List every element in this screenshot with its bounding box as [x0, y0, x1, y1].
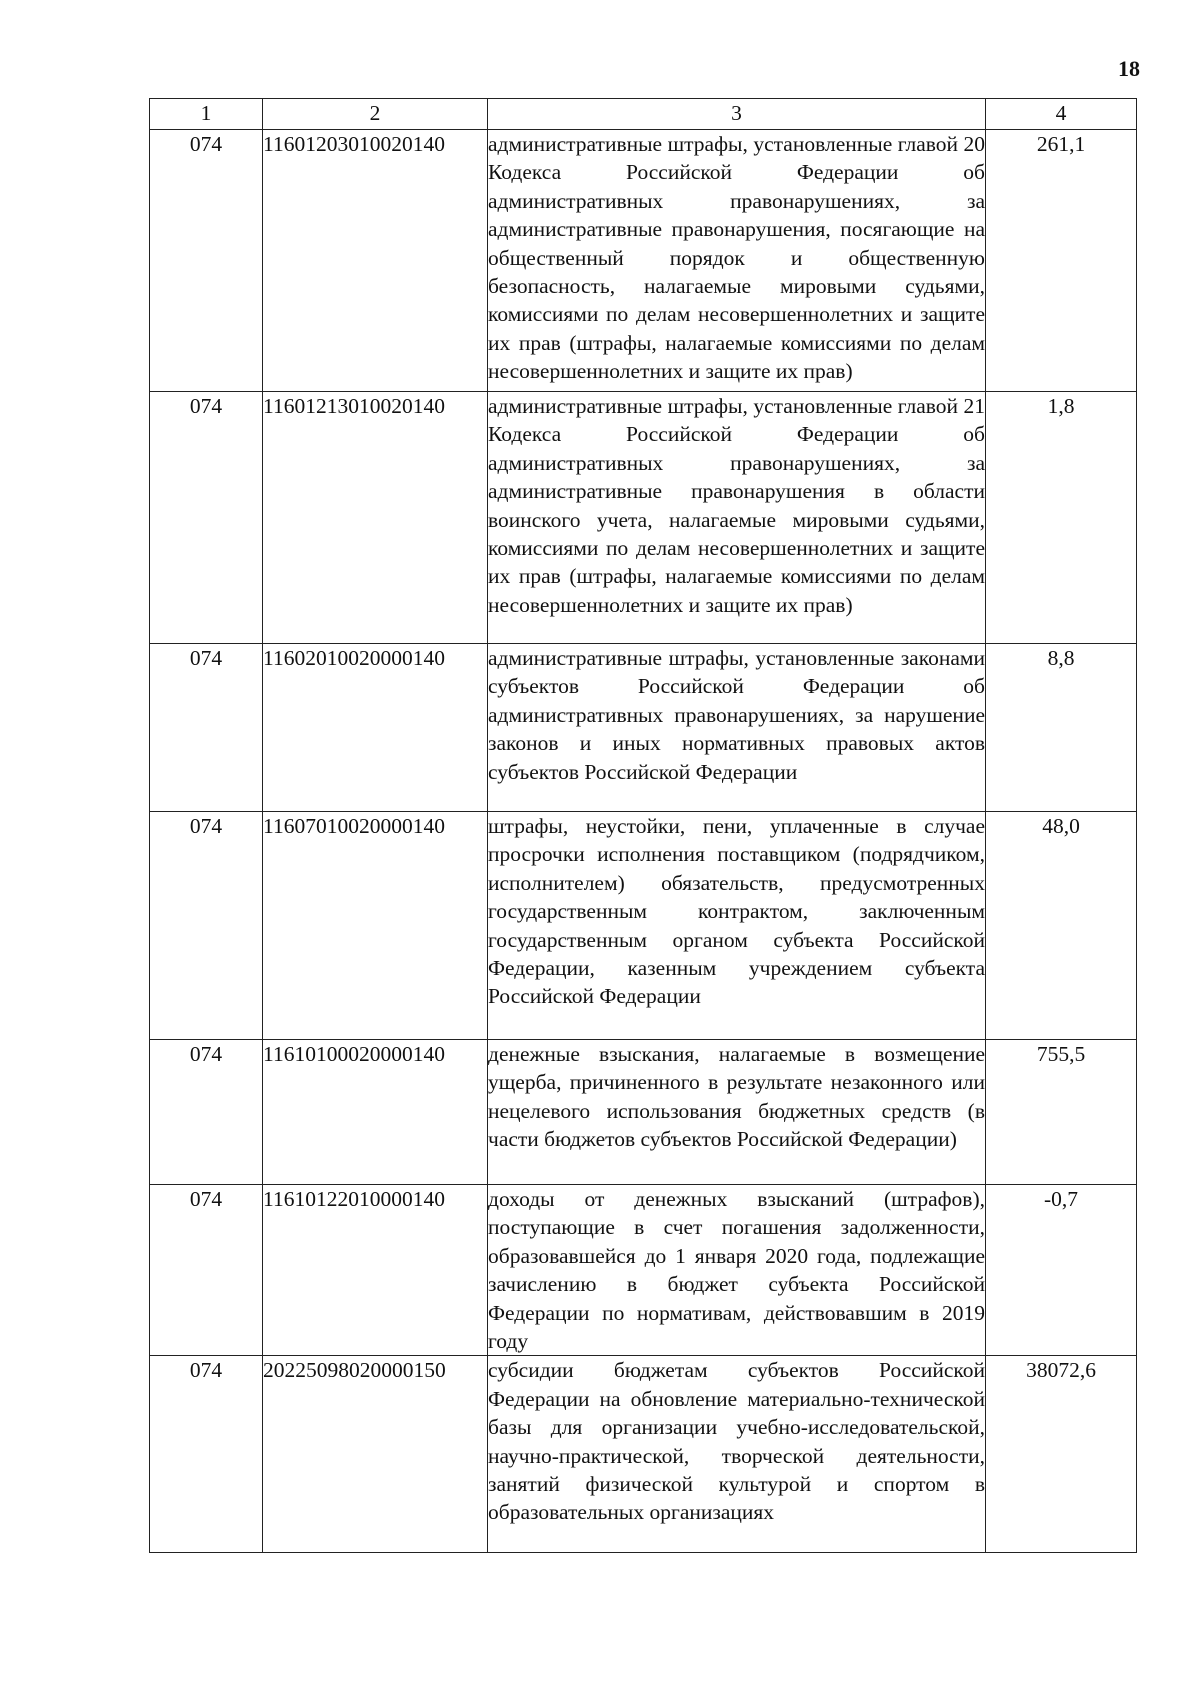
table-row	[150, 812, 1137, 1040]
description-cell: штрафы, неустойки, пени, уплаченные в случае просрочки исполнения поставщиком (подрядчиком, исполнителем) обязательств, предусмотренных государственным контрактом, заключенным государственным органом субъекта Российской Федерации, казенным учреждением субъекта Российской Федерации	[488, 812, 986, 1040]
table-header-row	[150, 99, 1137, 130]
table-row	[150, 1040, 1137, 1185]
description-cell: денежные взыскания, налагаемые в возмещение ущерба, причиненного в результате незаконного или нецелевого использования бюджетных средств (в части бюджетов субъектов Российской Федерации)	[488, 1040, 986, 1185]
admin-code-cell: 074	[150, 644, 263, 812]
column-header-4: 4	[986, 99, 1137, 130]
table-row	[150, 1356, 1137, 1553]
admin-code-cell: 074	[150, 1040, 263, 1185]
budget-code-cell: 11601203010020140	[263, 130, 488, 392]
amount-cell: 8,8	[986, 644, 1137, 812]
description-cell: административные штрафы, установленные законами субъектов Российской Федерации об административных правонарушениях, за нарушение законов и иных нормативных правовых актов субъектов Российской Федерации	[488, 644, 986, 812]
budget-revenue-table	[149, 98, 1137, 1553]
table-row	[150, 130, 1137, 392]
admin-code-cell: 074	[150, 1185, 263, 1356]
amount-cell: -0,7	[986, 1185, 1137, 1356]
description-cell: доходы от денежных взысканий (штрафов), поступающие в счет погашения задолженности, образовавшейся до 1 января 2020 года, подлежащие зачислению в бюджет субъекта Российской Федерации по нормативам, действовавшим в 2019 году	[488, 1185, 986, 1356]
admin-code-cell: 074	[150, 812, 263, 1040]
table-row	[150, 1185, 1137, 1356]
amount-cell: 38072,6	[986, 1356, 1137, 1553]
table-row	[150, 644, 1137, 812]
amount-cell: 48,0	[986, 812, 1137, 1040]
budget-code-cell: 11610100020000140	[263, 1040, 488, 1185]
budget-code-cell: 20225098020000150	[263, 1356, 488, 1553]
admin-code-cell: 074	[150, 1356, 263, 1553]
description-cell: административные штрафы, установленные главой 21 Кодекса Российской Федерации об административных правонарушениях, за административные правонарушения в области воинского учета, налагаемые мировыми судьями, комиссиями по делам несовершеннолетних и защите их прав (штрафы, налагаемые комиссиями по делам несовершеннолетних и защите их прав)	[488, 392, 986, 644]
admin-code-cell: 074	[150, 130, 263, 392]
column-header-1: 1	[150, 99, 263, 130]
description-cell: субсидии бюджетам субъектов Российской Федерации на обновление материально-технической базы для организации учебно-исследовательской, научно-практической, творческой деятельности, занятий физической культурой и спортом в образовательных организациях	[488, 1356, 986, 1553]
amount-cell: 261,1	[986, 130, 1137, 392]
column-header-3: 3	[488, 99, 986, 130]
budget-code-cell: 11601213010020140	[263, 392, 488, 644]
amount-cell: 1,8	[986, 392, 1137, 644]
table-row	[150, 392, 1137, 644]
budget-code-cell: 11610122010000140	[263, 1185, 488, 1356]
column-header-2: 2	[263, 99, 488, 130]
budget-code-cell: 11607010020000140	[263, 812, 488, 1040]
amount-cell: 755,5	[986, 1040, 1137, 1185]
page-number: 18	[1118, 56, 1140, 81]
admin-code-cell: 074	[150, 392, 263, 644]
budget-code-cell: 11602010020000140	[263, 644, 488, 812]
description-cell: административные штрафы, установленные главой 20 Кодекса Российской Федерации об административных правонарушениях, за административные правонарушения, посягающие на общественный порядок и общественную безопасность, налагаемые мировыми судьями, комиссиями по делам несовершеннолетних и защите их прав (штрафы, налагаемые комиссиями по делам несовершеннолетних и защите их прав)	[488, 130, 986, 392]
